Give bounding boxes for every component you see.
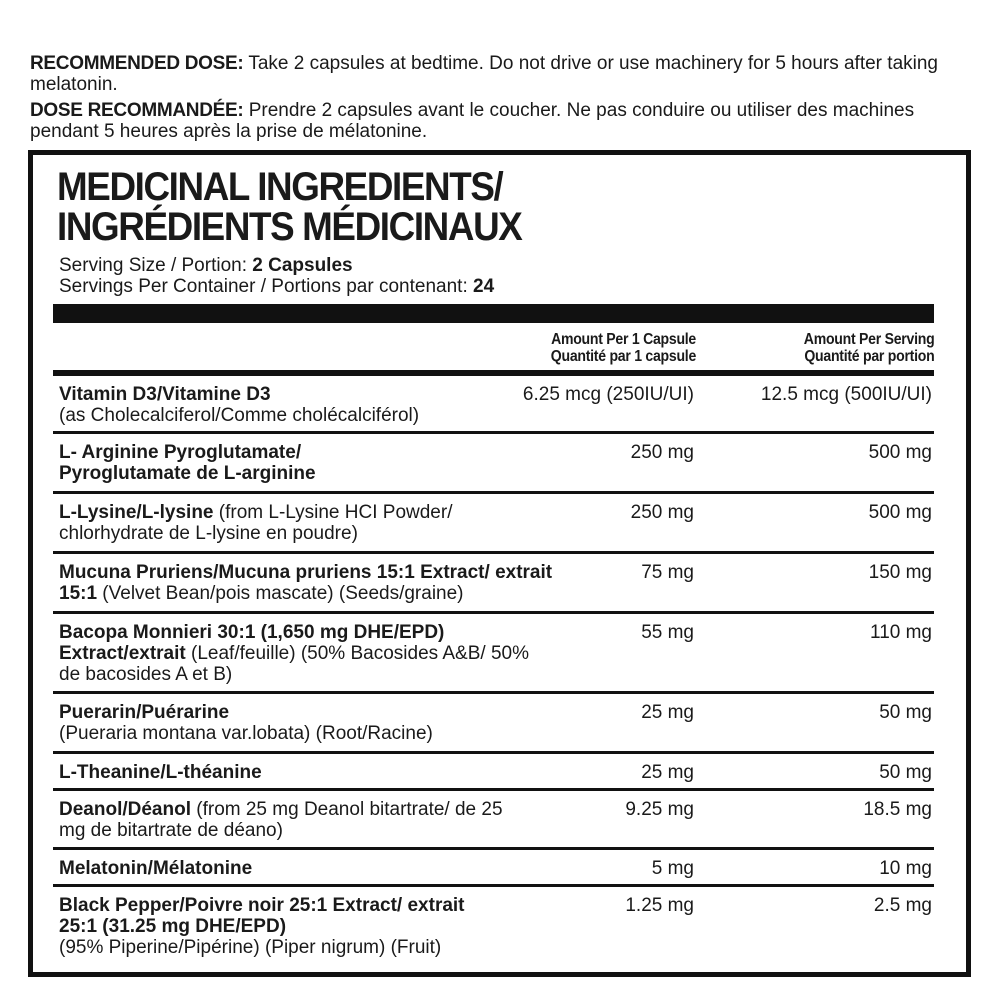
column-header-per-capsule-fr: Quantité par 1 capsule	[550, 348, 696, 365]
ingredient-detail: (Leaf/feuille) (50% Bacosides A&B/ 50% de bacosides A et B)	[59, 643, 529, 685]
ingredient-name-bold: Black Pepper/Poivre noir 25:1 Extract/ extrait 25:1 (31.25 mg DHE/EPD)	[59, 895, 465, 937]
dose-recommandee-text: Prendre 2 capsules avant le coucher. Ne pas conduire ou utiliser des machines pendant 5 heures après la prise de mélatonine.	[30, 100, 915, 142]
ingredient-detail: (as Cholecalciferol/Comme cholécalciférol)	[59, 405, 420, 426]
column-header-per-capsule-en: Amount Per 1 Capsule	[551, 331, 696, 348]
amount-per-capsule: 250 mg	[630, 442, 694, 463]
ingredient-detail: (Velvet Bean/pois mascate) (Seeds/graine)	[97, 583, 464, 604]
serving-size-value: 2 Capsules	[252, 255, 353, 276]
ingredient-name-bold: L- Arginine Pyroglutamate/ Pyroglutamate de L-arginine	[59, 442, 316, 484]
servings-per-container	[59, 277, 494, 297]
amount-per-serving: 500 mg	[868, 502, 932, 523]
servings-per-value: 24	[473, 276, 495, 297]
recommended-dose-english	[30, 53, 980, 95]
ingredient-name	[59, 442, 389, 484]
table-row	[53, 887, 934, 977]
ingredient-name	[59, 858, 529, 879]
amount-per-serving: 50 mg	[879, 702, 932, 723]
table-row	[53, 554, 934, 614]
ingredient-name	[59, 895, 489, 958]
amount-per-serving: 10 mg	[879, 858, 932, 879]
amount-per-serving: 2.5 mg	[873, 895, 932, 916]
amount-per-serving: 50 mg	[879, 762, 932, 783]
amount-per-capsule: 75 mg	[641, 562, 694, 583]
ingredient-name	[59, 562, 579, 604]
ingredients-table	[53, 376, 934, 977]
column-header-per-serving	[803, 331, 934, 365]
amount-per-serving: 150 mg	[868, 562, 932, 583]
recommended-dose-label: RECOMMENDED DOSE:	[30, 53, 244, 74]
amount-per-capsule: 25 mg	[641, 702, 694, 723]
amount-per-capsule: 9.25 mg	[625, 799, 694, 820]
ingredient-name-bold: L-Lysine/L-lysine	[59, 502, 214, 523]
ingredient-name-bold: Puerarin/Puérarine	[59, 702, 230, 723]
ingredient-name-bold: Melatonin/Mélatonine	[59, 858, 253, 879]
ingredient-detail: (95% Piperine/Pipérine) (Piper nigrum) (Fruit)	[59, 937, 442, 958]
table-row	[53, 754, 934, 791]
panel-title-line2: INGRÉDIENTS MÉDICINAUX	[57, 205, 522, 249]
ingredient-detail: (from L-Lysine HCI Powder/ chlorhydrate de L-lysine en poudre)	[59, 502, 453, 544]
table-row	[53, 494, 934, 554]
serving-size	[59, 256, 353, 276]
panel-title-line1: MEDICINAL INGREDIENTS/	[57, 165, 503, 209]
table-row	[53, 694, 934, 754]
servings-per-label: Servings Per Container / Portions par contenant:	[59, 276, 474, 297]
amount-per-capsule: 1.25 mg	[625, 895, 694, 916]
serving-size-label: Serving Size / Portion:	[59, 255, 253, 276]
amount-per-capsule: 250 mg	[630, 502, 694, 523]
ingredient-name-bold: Deanol/Déanol	[59, 799, 191, 820]
ingredient-name	[59, 799, 519, 841]
panel-title	[57, 167, 521, 247]
ingredient-name-bold: L-Theanine/L-théanine	[59, 762, 262, 783]
amount-per-serving: 110 mg	[870, 622, 932, 643]
amount-per-capsule: 5 mg	[651, 858, 694, 879]
recommended-dose-french	[30, 100, 980, 142]
ingredient-detail: (from 25 mg Deanol bitartrate/ de 25 mg de bitartrate de déano)	[59, 799, 503, 841]
table-row	[53, 614, 934, 694]
table-row	[53, 791, 934, 850]
thick-divider	[53, 304, 934, 323]
recommended-dose-text: Take 2 capsules at bedtime. Do not drive or use machinery for 5 hours after taking melatonin.	[30, 53, 938, 95]
table-row	[53, 850, 934, 887]
ingredient-name-bold: Mucuna Pruriens/Mucuna pruriens 15:1 Extract/ extrait 15:1	[59, 562, 553, 604]
column-header-per-serving-fr: Quantité par portion	[803, 348, 934, 365]
amount-per-serving: 18.5 mg	[863, 799, 932, 820]
amount-per-capsule: 55 mg	[641, 622, 694, 643]
ingredient-name-bold: Bacopa Monnieri 30:1 (1,650 mg DHE/EPD) Extract/extrait	[59, 622, 445, 664]
ingredient-name	[59, 762, 529, 783]
ingredient-name	[59, 502, 549, 544]
dose-recommandee-label: DOSE RECOMMANDÉE:	[30, 100, 244, 121]
ingredient-name-bold: Vitamin D3/Vitamine D3	[59, 384, 271, 405]
amount-per-serving: 500 mg	[868, 442, 932, 463]
table-row	[53, 376, 934, 434]
ingredient-name	[59, 622, 539, 685]
medicinal-ingredients-panel	[28, 150, 971, 977]
column-header-per-serving-en: Amount Per Serving	[803, 331, 934, 348]
amount-per-capsule: 6.25 mcg (250IU/UI)	[522, 384, 694, 405]
ingredient-name	[59, 384, 529, 426]
ingredient-detail: (Pueraria montana var.lobata) (Root/Racine)	[59, 723, 433, 744]
amount-per-capsule: 25 mg	[641, 762, 694, 783]
amount-per-serving: 12.5 mcg (500IU/UI)	[760, 384, 932, 405]
table-row	[53, 434, 934, 494]
ingredient-name	[59, 702, 529, 744]
column-header-per-capsule	[551, 331, 696, 365]
